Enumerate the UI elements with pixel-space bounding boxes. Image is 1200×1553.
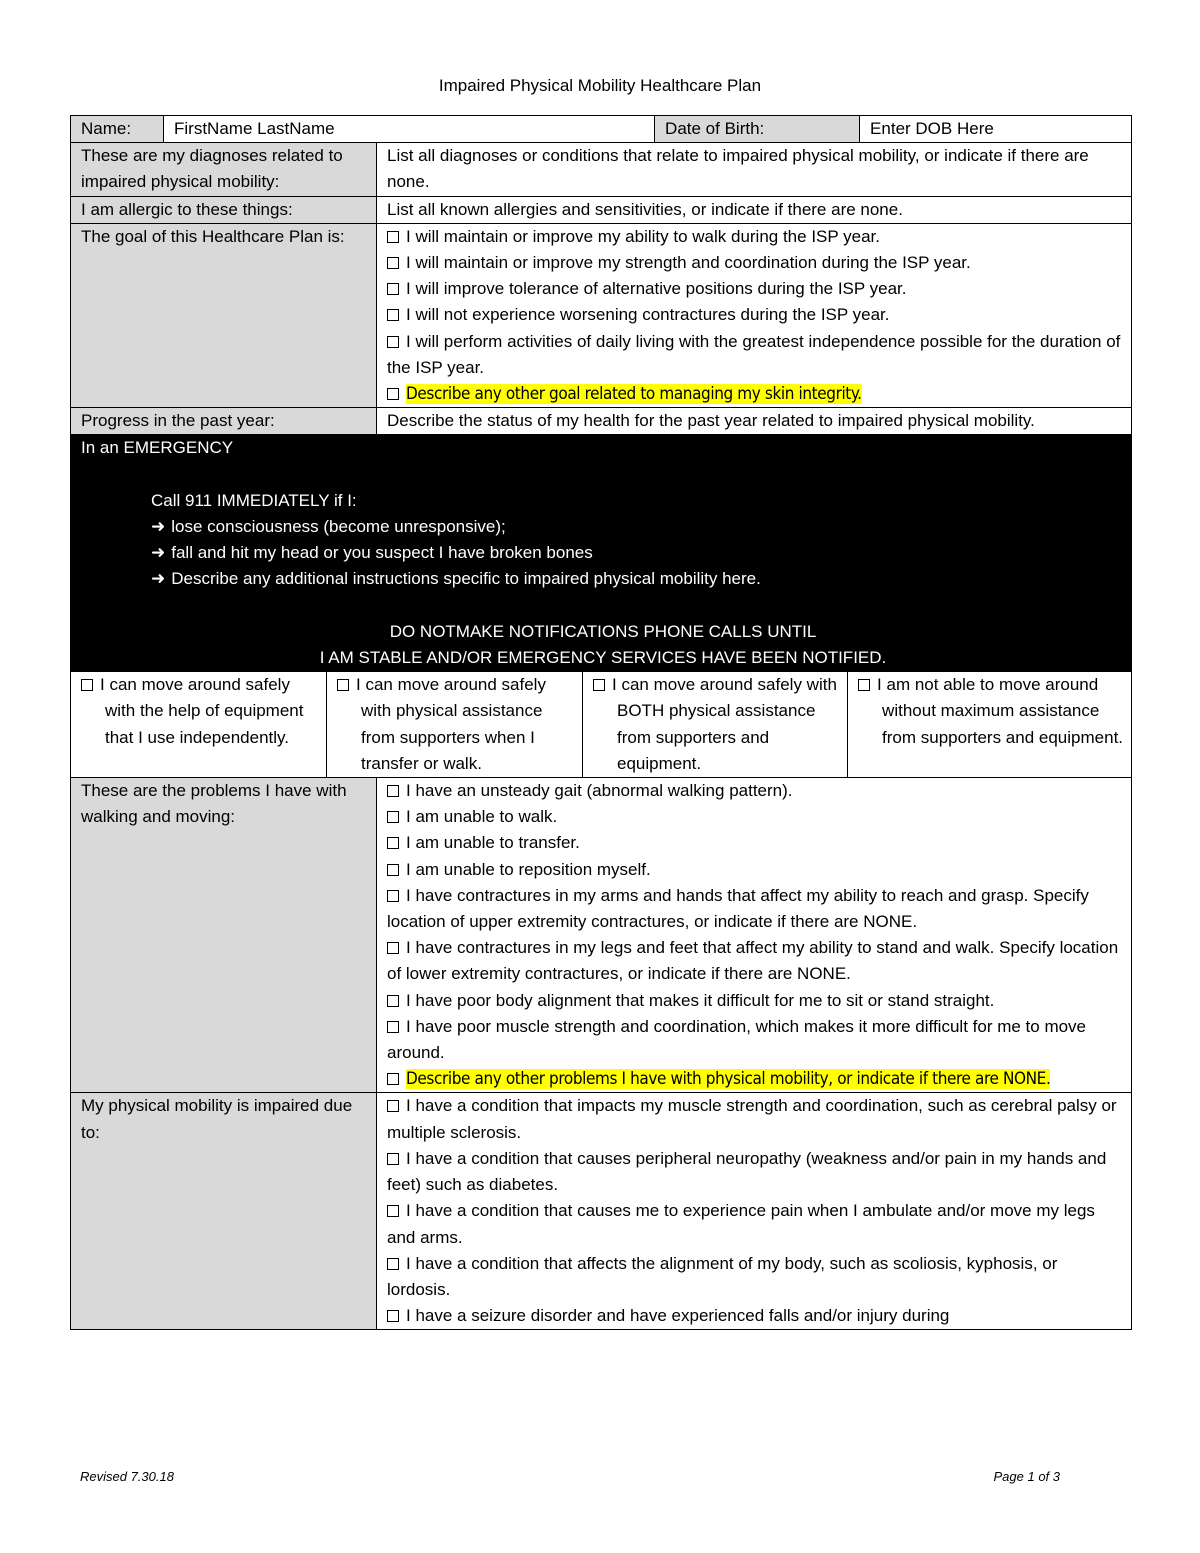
emergency-item: ➜ lose consciousness (become unresponsive); xyxy=(151,517,506,537)
goal-option[interactable]: I will perform activities of daily living with the greatest independence possible for the duration of the ISP year. xyxy=(387,331,1121,377)
header-row xyxy=(71,116,1132,143)
dob-label: Date of Birth: xyxy=(655,116,860,143)
checkbox-icon[interactable] xyxy=(387,785,399,797)
goals-label: The goal of this Healthcare Plan is: xyxy=(71,223,377,407)
capability-option[interactable]: I can move around safely with the help of equipment that I use independently. xyxy=(71,672,327,778)
cause-option[interactable]: I have a condition that affects the alignment of my body, such as scoliosis, kyphosis, or lordosis. xyxy=(387,1253,1058,1299)
arrow-right-icon: ➜ xyxy=(151,543,166,563)
problem-option-other[interactable]: Describe any other problems I have with physical mobility, or indicate if there are NONE. xyxy=(387,1066,1125,1092)
page-title: Impaired Physical Mobility Healthcare Plan xyxy=(438,76,762,95)
checkbox-icon[interactable] xyxy=(858,679,870,691)
diagnoses-field[interactable]: List all diagnoses or conditions that relate to impaired physical mobility, or indicate if there are none. xyxy=(377,143,1132,196)
cause-option[interactable]: I have a condition that impacts my muscle strength and coordination, such as cerebral palsy or multiple sclerosis. xyxy=(387,1096,1117,1142)
capability-option[interactable]: I can move around safely with physical assistance from supporters when I transfer or walk. xyxy=(327,672,583,778)
checkbox-icon[interactable] xyxy=(81,679,93,691)
arrow-right-icon: ➜ xyxy=(151,517,166,537)
goal-option[interactable]: I will not experience worsening contractures during the ISP year. xyxy=(387,302,1125,328)
problem-option[interactable]: I have an unsteady gait (abnormal walking pattern). xyxy=(387,778,1125,804)
problem-option[interactable]: I am unable to walk. xyxy=(387,804,1125,830)
causes-row xyxy=(71,1093,1132,1330)
allergies-field[interactable]: List all known allergies and sensitivities, or indicate if there are none. xyxy=(377,196,1132,223)
problems-label: These are the problems I have with walking and moving: xyxy=(71,778,377,1093)
checkbox-icon[interactable] xyxy=(387,864,399,876)
emergency-box xyxy=(71,435,1132,672)
checkbox-icon[interactable] xyxy=(387,1073,399,1085)
cause-option[interactable]: I have a condition that causes me to experience pain when I ambulate and/or move my legs and arms. xyxy=(387,1201,1095,1247)
cause-option[interactable]: I have a seizure disorder and have experienced falls and/or injury during xyxy=(387,1303,1125,1329)
checkbox-icon[interactable] xyxy=(387,283,399,295)
emergency-item: ➜ fall and hit my head or you suspect I have broken bones xyxy=(151,543,593,563)
problem-option[interactable]: I am unable to transfer. xyxy=(387,830,1125,856)
causes-label: My physical mobility is impaired due to: xyxy=(71,1093,377,1330)
checkbox-icon[interactable] xyxy=(387,1153,399,1165)
problem-option[interactable]: I have poor body alignment that makes it difficult for me to sit or stand straight. xyxy=(387,988,1125,1014)
progress-field[interactable]: Describe the status of my health for the past year related to impaired physical mobility. xyxy=(377,408,1132,435)
checkbox-icon[interactable] xyxy=(387,1205,399,1217)
emergency-call: Call 911 IMMEDIATELY if I: xyxy=(151,490,357,510)
healthcare-plan-table xyxy=(70,115,1132,1330)
emergency-item[interactable]: ➜ Describe any additional instructions specific to impaired physical mobility here. xyxy=(151,569,761,589)
problem-option[interactable]: I have contractures in my legs and feet that affect my ability to stand and walk. Specify location of lower extremity contractures, or indicate if there are NONE. xyxy=(387,938,1119,984)
checkbox-icon[interactable] xyxy=(387,890,399,902)
arrow-right-icon: ➜ xyxy=(151,569,166,589)
revised-date: Revised 7.30.18 xyxy=(80,1469,174,1484)
checkbox-icon[interactable] xyxy=(387,1100,399,1112)
checkbox-icon[interactable] xyxy=(387,388,399,400)
checkbox-icon[interactable] xyxy=(337,679,349,691)
checkbox-icon[interactable] xyxy=(387,257,399,269)
checkbox-icon[interactable] xyxy=(387,231,399,243)
checkbox-icon[interactable] xyxy=(387,336,399,348)
name-field[interactable]: FirstName LastName xyxy=(164,116,655,143)
goals-row xyxy=(71,223,1132,407)
problem-option[interactable]: I have contractures in my arms and hands that affect my ability to reach and grasp. Specify location of upper extremity contractures, or indicate if there are NONE. xyxy=(387,885,1089,932)
allergies-label: I am allergic to these things: xyxy=(71,196,377,223)
checkbox-icon[interactable] xyxy=(387,942,399,954)
problem-option[interactable]: I am unable to reposition myself. xyxy=(387,857,1125,883)
emergency-row xyxy=(71,435,1132,672)
dob-field[interactable]: Enter DOB Here xyxy=(860,116,1132,143)
problems-options xyxy=(377,778,1132,1093)
goal-option[interactable]: I will maintain or improve my ability to walk during the ISP year. xyxy=(387,224,1125,250)
checkbox-icon[interactable] xyxy=(387,995,399,1007)
checkbox-icon[interactable] xyxy=(387,837,399,849)
emergency-heading: In an EMERGENCY xyxy=(81,438,234,458)
capability-row xyxy=(71,672,1132,778)
cause-option[interactable]: I have a condition that causes peripheral neuropathy (weakness and/or pain in my hands and feet) such as diabetes. xyxy=(387,1148,1107,1195)
emergency-notice-line2: I AM STABLE AND/OR EMERGENCY SERVICES HAVE BEEN NOTIFIED. xyxy=(319,648,887,668)
problems-row xyxy=(71,778,1132,1093)
goal-option-other[interactable]: Describe any other goal related to managing my skin integrity. xyxy=(387,381,1125,407)
page-number: Page 1 of 3 xyxy=(993,1469,1060,1484)
progress-label: Progress in the past year: xyxy=(71,408,377,435)
capability-option[interactable]: I can move around safely with BOTH physical assistance from supporters and equipment. xyxy=(583,672,848,778)
capability-option[interactable]: I am not able to move around without maximum assistance from supporters and equipment. xyxy=(848,672,1132,778)
goals-options xyxy=(377,223,1132,407)
checkbox-icon[interactable] xyxy=(387,1310,399,1322)
checkbox-icon[interactable] xyxy=(387,309,399,321)
emergency-notice-line1: DO NOTMAKE NOTIFICATIONS PHONE CALLS UNTIL xyxy=(389,621,817,641)
goal-option[interactable]: I will maintain or improve my strength and coordination during the ISP year. xyxy=(387,250,1125,276)
causes-options xyxy=(377,1093,1132,1330)
checkbox-icon[interactable] xyxy=(387,811,399,823)
problem-option[interactable]: I have poor muscle strength and coordination, which makes it more difficult for me to move around. xyxy=(387,1016,1087,1063)
progress-row xyxy=(71,408,1132,435)
allergies-row xyxy=(71,196,1132,223)
checkbox-icon[interactable] xyxy=(387,1258,399,1270)
checkbox-icon[interactable] xyxy=(387,1021,399,1033)
diagnoses-label: These are my diagnoses related to impaired physical mobility: xyxy=(71,143,377,196)
name-label: Name: xyxy=(71,116,164,143)
checkbox-icon[interactable] xyxy=(593,679,605,691)
goal-option[interactable]: I will improve tolerance of alternative positions during the ISP year. xyxy=(387,276,1125,302)
diagnoses-row xyxy=(71,143,1132,196)
